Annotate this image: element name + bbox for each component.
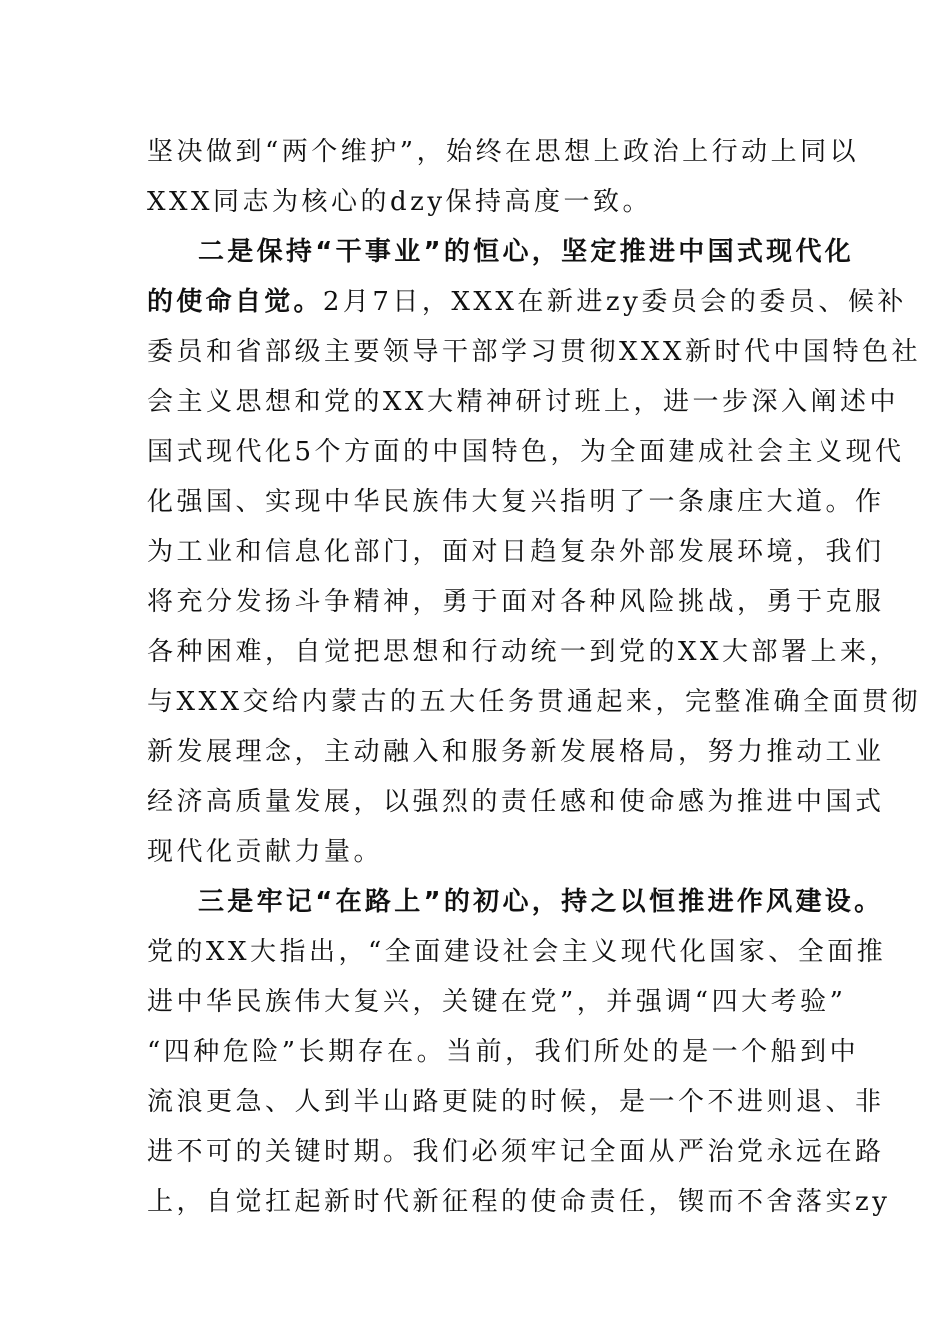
text-run: 化强国、实现中华民族伟大复兴指明了一条康庄大道。作: [147, 487, 885, 517]
text-line: [147, 337, 921, 367]
text-run: 会主义思想和党的XX大精神研讨班上，进一步深入阐述中: [147, 387, 900, 417]
text-run: 流浪更急、人到半山路更陡的时候，是一个不进则退、非: [147, 1087, 885, 1117]
text-run: 国式现代化5个方面的中国特色，为全面建成社会主义现代: [147, 437, 905, 467]
text-run: 为工业和信息化部门，面对日趋复杂外部发展环境，我们: [147, 537, 885, 567]
bold-heading-run: 的使命自觉。: [147, 287, 323, 317]
text-line: [147, 137, 859, 167]
text-run: 新发展理念，主动融入和服务新发展格局，努力推动工业: [147, 737, 885, 767]
text-line: [147, 537, 885, 567]
section-heading-2: [198, 237, 854, 267]
text-line: [147, 287, 907, 317]
text-run: 将充分发扬斗争精神，勇于面对各种风险挑战，勇于克服: [147, 587, 885, 617]
text-run: 与XXX交给内蒙古的五大任务贯通起来，完整准确全面贯彻: [147, 687, 922, 717]
text-run: 委员和省部级主要领导干部学习贯彻XXX新时代中国特色社: [147, 337, 922, 367]
text-run: 各种困难，自觉把思想和行动统一到党的XX大部署上来，: [147, 637, 900, 667]
text-run: 上，自觉扛起新时代新征程的使命责任，锲而不舍落实zy: [147, 1187, 891, 1217]
text-run: XXX同志为核心的dzy保持高度一致。: [147, 187, 653, 217]
section-heading-3: [198, 887, 883, 917]
text-line: [147, 387, 899, 417]
text-line: [147, 837, 383, 867]
text-run: 经济高质量发展，以强烈的责任感和使命感为推进中国式: [147, 787, 885, 817]
text-run: 现代化贡献力量。: [147, 837, 384, 867]
text-run: “四种危险”长期存在。当前，我们所处的是一个船到中: [147, 1037, 860, 1067]
text-line: [147, 787, 885, 817]
text-line: [147, 1187, 890, 1217]
text-line: [147, 187, 652, 217]
text-run: 坚决做到“两个维护”，始终在思想上政治上行动上同以: [147, 137, 860, 167]
text-run: 进不可的关键时期。我们必须牢记全面从严治党永远在路: [147, 1137, 885, 1167]
bold-heading-run: 二是保持“干事业”的恒心，坚定推进中国式现代化: [198, 237, 855, 267]
bold-heading-run: 三是牢记“在路上”的初心，持之以恒推进作风建设。: [198, 887, 884, 917]
text-run: 党的XX大指出，“全面建设社会主义现代化国家、全面推: [147, 937, 887, 967]
text-line: [147, 1137, 885, 1167]
text-line: [147, 987, 846, 1017]
text-line: [147, 1087, 885, 1117]
text-line: [147, 487, 885, 517]
text-line: [147, 687, 921, 717]
text-line: [147, 437, 905, 467]
text-line: [147, 937, 886, 967]
text-run: 2月7日，XXX在新进zy委员会的委员、候补: [322, 287, 907, 317]
text-line: [147, 737, 885, 767]
text-line: [147, 637, 899, 667]
text-run: 进中华民族伟大复兴，关键在党”，并强调“四大考验”: [147, 987, 847, 1017]
text-line: [147, 587, 885, 617]
text-line: [147, 1037, 859, 1067]
